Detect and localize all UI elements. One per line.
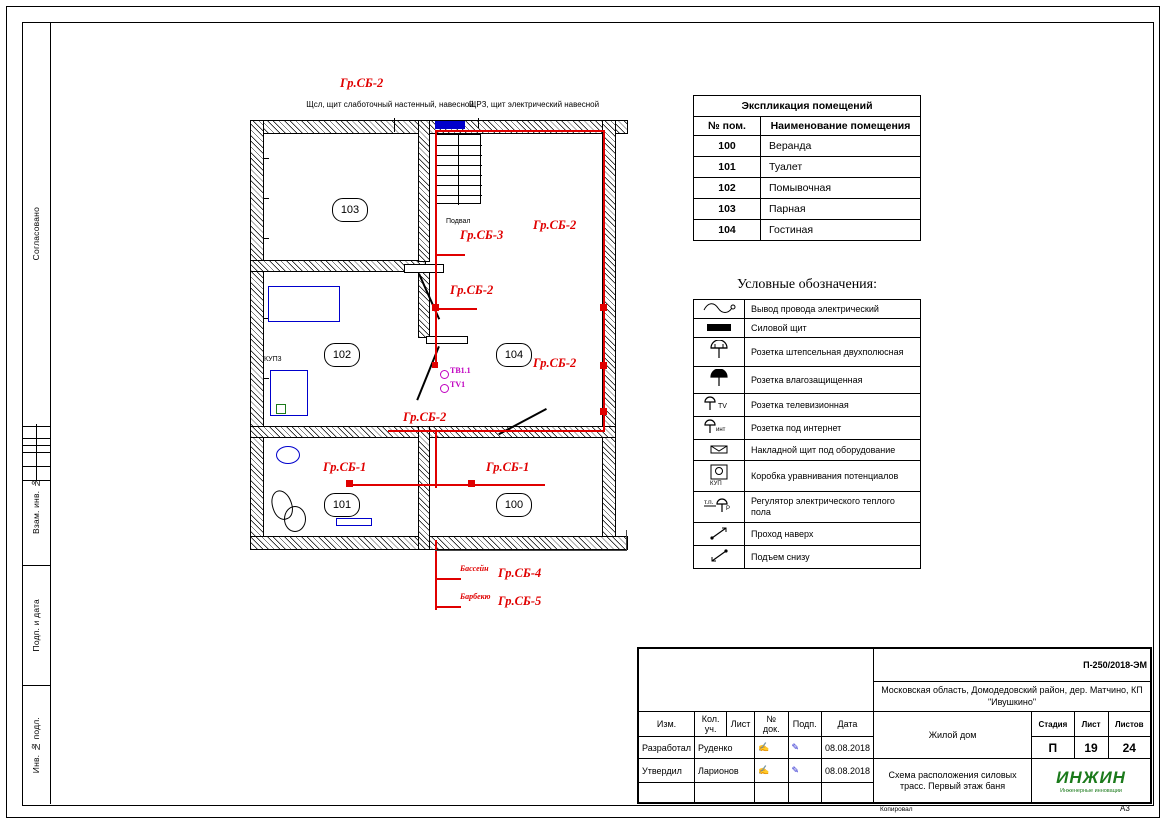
riser-up-icon: [694, 523, 745, 546]
legend-row: Проход наверх: [694, 523, 921, 546]
left-stamp-inv: [22, 686, 50, 804]
bench-symbol: [336, 518, 372, 526]
project-code: П-250/2018-ЭМ: [873, 649, 1150, 682]
sheets-header: Листов: [1108, 712, 1150, 737]
label-group-sb2-d: Гр.СБ-2: [403, 410, 447, 424]
equipotential-box-icon: [694, 461, 745, 492]
drawing-name: Схема расположения силовых трасс. Первый этаж баня: [873, 759, 1031, 803]
kup3-label: КУП3: [264, 356, 282, 363]
object-name: Жилой дом: [873, 712, 1031, 759]
label-tv1: ТV1: [450, 380, 466, 389]
socket-marker: [346, 480, 353, 487]
label-bbq: Барбекю: [460, 592, 491, 601]
socket-marker: [432, 362, 438, 368]
route-right-vertical: [603, 130, 605, 430]
svg-text:инт: инт: [716, 427, 726, 433]
legend-row: Силовой щит: [694, 319, 921, 338]
stage-value: П: [1032, 737, 1074, 759]
signature-developer: ✍: [754, 737, 788, 759]
title-block: [637, 647, 1152, 804]
role-approver: Утвердил: [639, 759, 695, 783]
socket-internet-icon: [694, 417, 745, 440]
route-to-101: [348, 484, 436, 486]
signature-approver: ✍: [754, 759, 788, 783]
label-group-sb1-a: Гр.СБ-1: [323, 460, 367, 474]
staircase: [435, 134, 481, 204]
legend-row: Подъем снизу: [694, 546, 921, 569]
role-developer: Разработал: [639, 737, 695, 759]
legend-row: Розетка штепсельная двухполюсная: [694, 338, 921, 367]
signature-developer-2: ✎: [788, 737, 821, 759]
room-number-100: 100: [496, 493, 532, 517]
sheet-value: 19: [1074, 737, 1108, 759]
left-stamp-column: [22, 22, 51, 804]
legend-row: Розетка влагозащищенная: [694, 367, 921, 394]
explication-header-name: Наименование помещения: [761, 117, 921, 136]
table-row: 104 Гостиная: [694, 220, 921, 241]
label-group-sb2-top: Гр.СБ-2: [340, 76, 384, 90]
format-label: А3: [1120, 804, 1130, 813]
route-mid-horizontal: [435, 430, 605, 432]
socket-tv-icon: [694, 394, 745, 417]
legend-row: КУП Коробка уравнивания потенциалов: [694, 461, 921, 492]
socket-marker: [600, 304, 607, 311]
route-pool: [435, 578, 461, 580]
route-to-100: [435, 484, 545, 486]
floor-heating-regulator-icon: [694, 492, 745, 523]
svg-text:Р: Р: [726, 506, 731, 512]
svg-text:TV: TV: [718, 403, 727, 410]
label-electrical-panel: ЩРЗ, щит электрический навесной: [468, 100, 600, 109]
explication-title: Экспликация помещений: [694, 96, 921, 117]
legend-table: [693, 299, 921, 569]
company-tagline: Инженерные инновации: [1060, 787, 1123, 794]
table-row: 100 Веранда: [694, 136, 921, 157]
left-stamp-soglasovano: [22, 22, 50, 446]
explication-table: [693, 95, 921, 241]
legend-row: инт Розетка под интернет: [694, 417, 921, 440]
table-row: 101 Туалет: [694, 157, 921, 178]
route-basement-branch: [435, 254, 465, 256]
socket-moisture-icon: [694, 367, 745, 394]
company-logo: [1032, 759, 1151, 803]
wall-left: [250, 120, 264, 550]
label-group-sb1-b: Гр.СБ-1: [486, 460, 530, 474]
stage-header: Стадия: [1032, 712, 1074, 737]
socket-marker: [600, 408, 607, 415]
route-left-vertical: [435, 130, 437, 254]
tv-socket-marker: [440, 384, 449, 393]
col-koluch: Кол. уч.: [695, 712, 727, 737]
wall-interior-v-2: [418, 426, 430, 550]
socket-2pole-icon: [694, 338, 745, 367]
sheet-header: Лист: [1074, 712, 1108, 737]
socket-marker: [432, 304, 439, 311]
label-group-sb3: Гр.СБ-3: [460, 228, 504, 242]
route-down-to-100: [435, 430, 437, 488]
legend-row: т.п. Р Регулятор электрического теплого пола: [694, 492, 921, 523]
label-tv11: ТВ1.1: [450, 366, 471, 375]
left-stamp-label: Подп. и дата: [31, 599, 41, 652]
route-bbq: [435, 606, 461, 608]
legend-title: Условные обозначения:: [736, 277, 878, 292]
wall-interior-v-1: [418, 120, 430, 262]
left-stamp-label: Согласовано: [31, 206, 41, 261]
label-group-sb4: Гр.СБ-4: [498, 566, 542, 580]
left-stamp-label: Инв. № подл.: [31, 716, 41, 774]
door-leaf-2: [426, 336, 468, 344]
label-basement: Подвал: [446, 218, 471, 225]
room-number-104: 104: [496, 343, 532, 367]
label-weak-current-panel: Щсл, щит слаботочный настенный, навесной: [306, 100, 474, 109]
label-pool: Бассейн: [460, 564, 489, 573]
svg-text:КУП: КУП: [710, 481, 722, 487]
electrical-panel-symbol: [435, 121, 465, 129]
wall-bottom: [250, 536, 628, 550]
label-group-sb2-c: Гр.СБ-2: [533, 356, 577, 370]
explication-header-num: № пом.: [694, 117, 761, 136]
col-izm: Изм.: [639, 712, 695, 737]
socket-marker: [600, 362, 607, 369]
wire-outlet-icon: [694, 300, 745, 319]
date-approver: 08.08.2018: [821, 759, 873, 783]
riser-from-below-icon: [694, 546, 745, 569]
table-row: 102 Помывочная: [694, 178, 921, 199]
wall-interior-h-1: [250, 260, 426, 272]
left-stamp-label: Взам. инв. №: [31, 477, 41, 534]
sink-symbol: [276, 446, 300, 464]
sheets-value: 24: [1108, 737, 1150, 759]
equipotential-box-symbol: [276, 404, 286, 414]
legend-row: Вывод провода электрический: [694, 300, 921, 319]
table-row: 103 Парная: [694, 199, 921, 220]
legend-row: TV Розетка телевизионная: [694, 394, 921, 417]
surface-panel-icon: [694, 440, 745, 461]
col-podp: Подп.: [788, 712, 821, 737]
kopiroval-label: Копировал: [880, 806, 913, 813]
svg-text:т.п.: т.п.: [704, 499, 714, 506]
wc-bowl-symbol: [284, 506, 306, 532]
date-developer: 08.08.2018: [821, 737, 873, 759]
route-branch-sb3: [435, 308, 477, 310]
label-group-sb2-b: Гр.СБ-2: [450, 283, 494, 297]
name-developer: Руденко: [695, 737, 755, 759]
project-address: Московская область, Домодедовский район, дер. Матчино, КП "Ивушкино": [873, 681, 1150, 712]
name-approver: Ларионов: [695, 759, 755, 783]
company-name: ИНЖИН: [1056, 767, 1126, 787]
col-data: Дата: [821, 712, 873, 737]
tv-socket-marker: [440, 370, 449, 379]
room-number-101: 101: [324, 493, 360, 517]
signature-approver-2: ✎: [788, 759, 821, 783]
left-stamp-podp: [22, 566, 50, 686]
room-number-103: 103: [332, 198, 368, 222]
col-nomdok: № док.: [754, 712, 788, 737]
legend-row: Накладной щит под оборудование: [694, 440, 921, 461]
label-group-sb5: Гр.СБ-5: [498, 594, 542, 608]
door-leaf-1: [404, 264, 444, 273]
socket-marker: [468, 480, 475, 487]
window-symbol: [268, 286, 340, 322]
route-top: [435, 130, 605, 132]
col-list: Лист: [727, 712, 755, 737]
route-102-branch: [388, 430, 436, 432]
floor-plan: [228, 78, 648, 638]
room-number-102: 102: [324, 343, 360, 367]
wall-interior-h-2: [250, 426, 616, 438]
power-panel-icon: [694, 319, 745, 338]
label-group-sb2-a: Гр.СБ-2: [533, 218, 577, 232]
